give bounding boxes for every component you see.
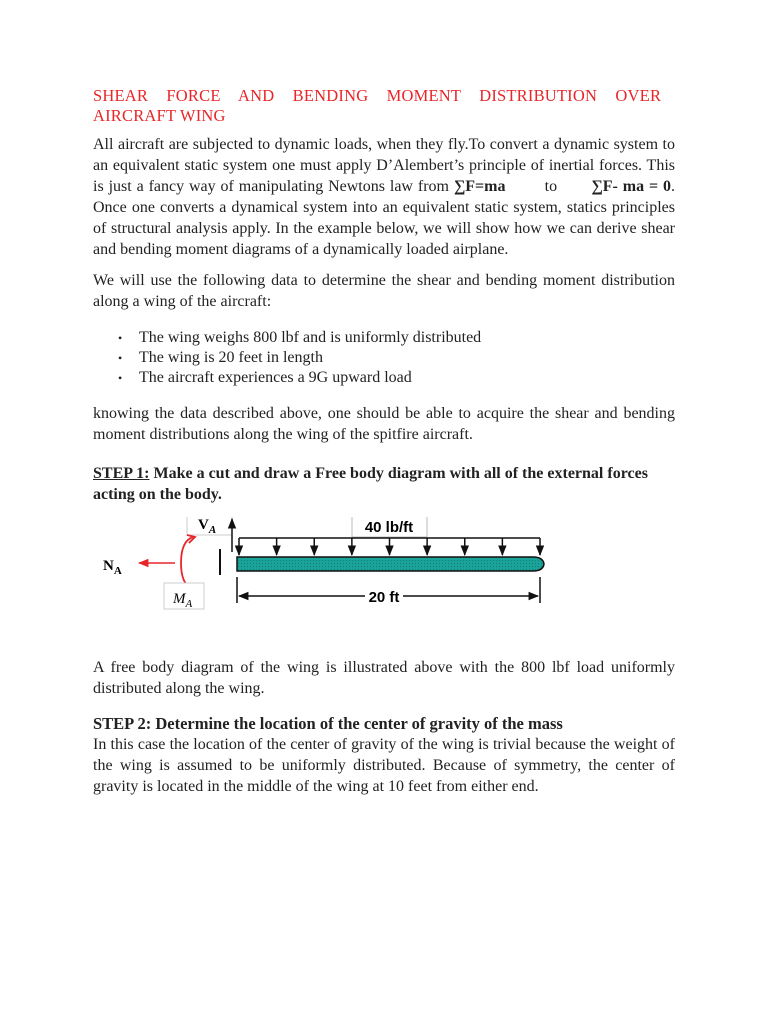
document-page bbox=[93, 86, 675, 797]
bullet-symbol: • bbox=[118, 351, 123, 365]
bullet-symbol: • bbox=[118, 331, 123, 345]
list-item bbox=[118, 368, 675, 388]
title-line-1: SHEAR FORCE AND BENDING MOMENT DISTRIBUTION OVER bbox=[93, 86, 662, 105]
intro-text-1: All aircraft are subjected to dynamic loads, when they fly.To convert a dynamic system to an equivalent static system one must apply D’Alembert’s principle of inertial forces. This is just a fancy way of manipulating Newtons law from bbox=[93, 136, 675, 195]
step-1-label: STEP 1: bbox=[93, 465, 150, 482]
list-item bbox=[118, 328, 675, 348]
list-item bbox=[118, 348, 675, 368]
na-label: $N_A$ bbox=[103, 558, 122, 577]
intro-paragraph bbox=[93, 134, 675, 260]
intro-text-2: . Once one converts a dynamical system into an equivalent static system, statics principles of structural analysis apply. In the example below, we will show how we can derive shear and bending moment diagrams of a dynamically loaded airplane. bbox=[93, 178, 676, 258]
diagram-caption-paragraph: A free body diagram of the wing is illustrated above with the 800 lbf load uniformly distributed along the wing. bbox=[93, 659, 675, 697]
free-body-diagram bbox=[93, 517, 675, 647]
list-item-text: The wing is 20 feet in length bbox=[139, 349, 323, 366]
word-to: to bbox=[544, 178, 558, 195]
bullet-symbol: • bbox=[118, 371, 123, 385]
title-line-2: AIRCRAFT WING bbox=[93, 106, 226, 125]
equation-newton: ∑F=ma bbox=[453, 178, 506, 195]
moment-arc bbox=[181, 537, 193, 589]
list-item-text: The wing weighs 800 lbf and is uniformly distributed bbox=[139, 329, 482, 346]
step-1-text: Make a cut and draw a Free body diagram with all of the external forces acting on the body. bbox=[93, 465, 648, 503]
length-label: 20 ft bbox=[368, 589, 400, 606]
document-title bbox=[93, 86, 675, 126]
distributed-load-arrows bbox=[239, 538, 540, 555]
equation-dalembert: ∑F- ma = 0 bbox=[591, 178, 672, 195]
wing-beam bbox=[237, 557, 544, 571]
center-of-gravity-paragraph: In this case the location of the center of gravity of the wing is trivial because the weight of the wing is assumed to be uniformly distributed. Because of symmetry, the center of gravity is located in the middle of the wing at 10 feet from either end. bbox=[93, 736, 675, 795]
data-summary-paragraph: knowing the data described above, one should be able to acquire the shear and bending moment distributions along the wing of the spitfire aircraft. bbox=[93, 405, 675, 443]
va-label: $V_A$ bbox=[198, 517, 217, 536]
free-body-diagram-svg bbox=[93, 517, 675, 647]
step-2-heading: STEP 2: Determine the location of the center of gravity of the mass bbox=[93, 714, 563, 733]
ma-label: $M_A$ bbox=[173, 591, 193, 610]
data-list bbox=[93, 328, 675, 388]
step-1-heading bbox=[93, 463, 675, 505]
list-item-text: The aircraft experiences a 9G upward load bbox=[139, 369, 412, 386]
data-intro-paragraph: We will use the following data to determine the shear and bending moment distribution along a wing of the aircraft: bbox=[93, 272, 675, 310]
load-label: 40 lb/ft bbox=[364, 519, 414, 536]
